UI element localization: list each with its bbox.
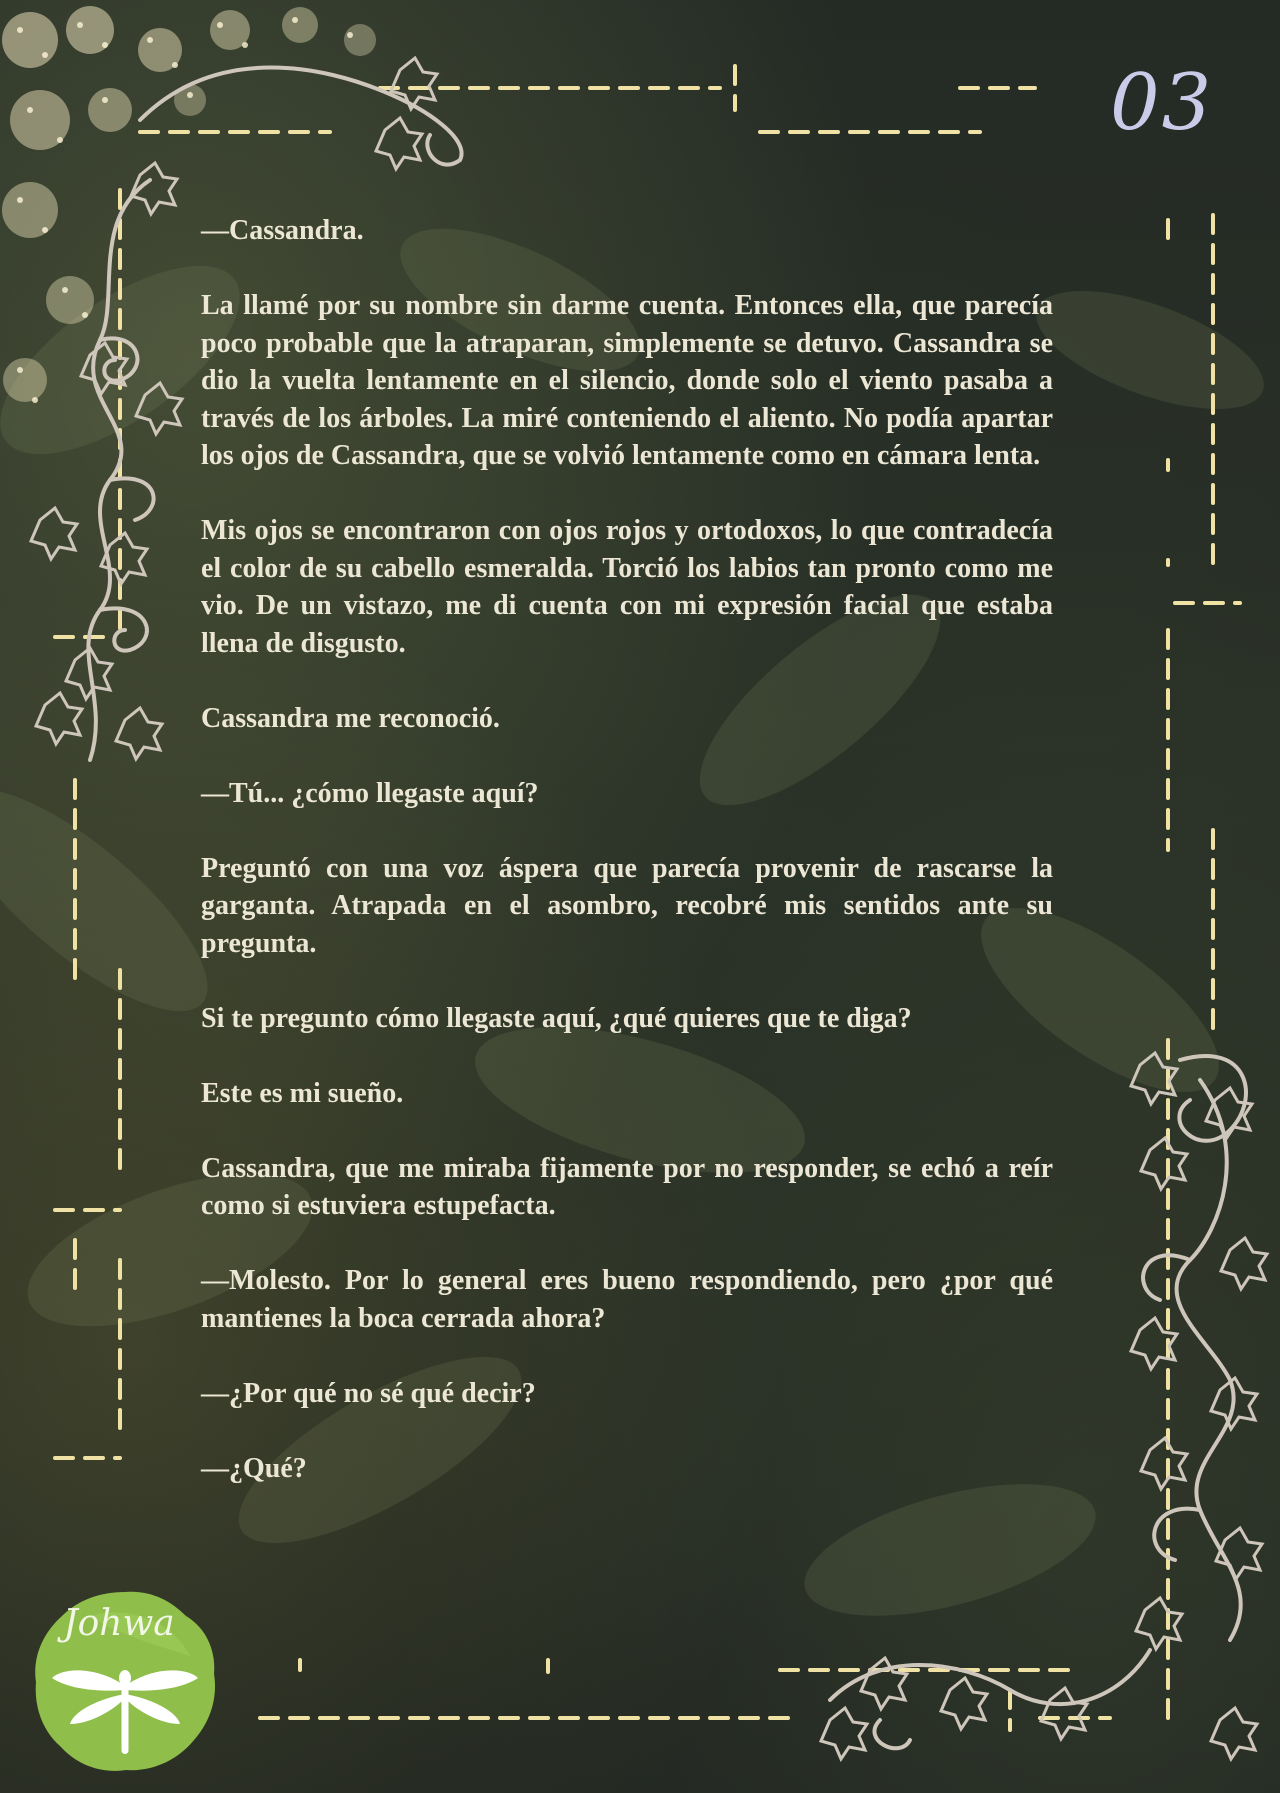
paragraph: —¿Qué? — [201, 1452, 307, 1484]
paragraph: La llamé por su nombre sin darme cuenta. Entonces ella, que parecía poco probable que la atraparan, simplemente se detuvo. Cassandra se dio la vuelta lentamente en el silencio, donde solo el viento pasaba a través de los árboles. La miré conteniendo el aliento. No podía apartar los ojos de Cassandra, que se volvió lentamente como en cámara lenta. — [201, 290, 1053, 471]
paragraph: —Molesto. Por lo general eres bueno respondiendo, pero ¿por qué mantienes la boca cerrada ahora? — [201, 1265, 1053, 1334]
logo-text: Johwa — [63, 1603, 175, 1644]
paragraph: Cassandra me reconoció. — [201, 702, 500, 734]
paragraph: —Tú... ¿cómo llegaste aquí? — [201, 777, 539, 809]
paragraph: —Cassandra. — [201, 215, 364, 246]
paragraph: Preguntó con una voz áspera que parecía provenir de rascarse la garganta. Atrapada en el asombro, recobré mis sentidos ante su pregunta. — [201, 852, 1053, 959]
paragraph: Si te pregunto cómo llegaste aquí, ¿qué quieres que te diga? — [201, 1002, 912, 1034]
paragraph: Este es mi sueño. — [201, 1077, 404, 1109]
paragraph: Cassandra, que me miraba fijamente por no responder, se echó a reír como si estuviera estupefacta. — [201, 1152, 1053, 1221]
page-number: 03 — [1110, 58, 1214, 148]
paragraph: —¿Por qué no sé qué decir? — [201, 1377, 536, 1409]
story-text — [201, 212, 1053, 1525]
paragraph: Mis ojos se encontraron con ojos rojos y ortodoxos, lo que contradecía el color de su cabello esmeralda. Torció los labios tan pronto como me vio. De un vistazo, me di cuenta con mi expresión facial que estaba llena de disgusto. — [201, 515, 1053, 659]
